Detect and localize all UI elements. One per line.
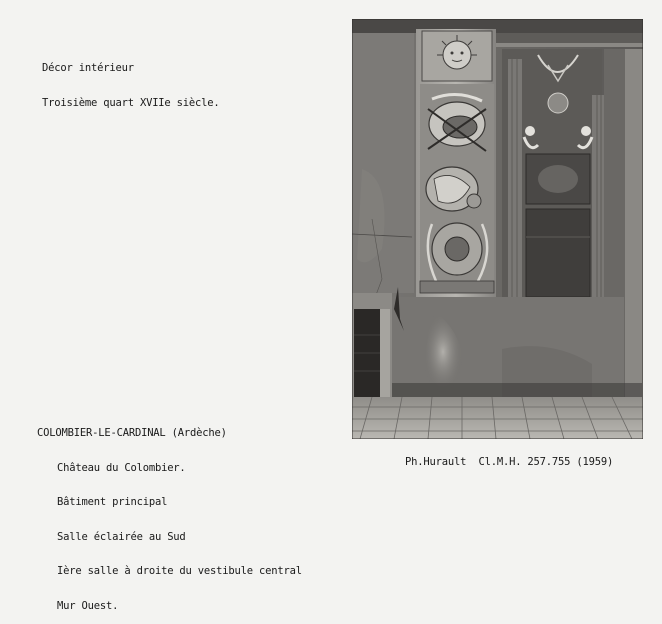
caption-date: Troisième quart XVIIe siècle. <box>42 96 220 109</box>
bottom-caption <box>37 405 302 624</box>
photograph-image <box>352 19 643 439</box>
caption-subject: Décor intérieur <box>42 62 134 74</box>
caption-line: Bâtiment principal <box>57 496 168 508</box>
caption-line: Ière salle à droite du vestibule central <box>57 565 302 577</box>
top-caption <box>42 40 220 121</box>
photo-credit: Ph.Hurault Cl.M.H. 257.755 (1959) <box>405 456 614 468</box>
archival-photograph <box>352 19 643 439</box>
caption-line: Château du Colombier. <box>57 461 186 474</box>
caption-place: COLOMBIER-LE-CARDINAL (Ardèche) <box>37 427 227 439</box>
caption-line: Salle éclairée au Sud <box>57 530 186 543</box>
caption-line: Mur Ouest. <box>57 599 119 612</box>
